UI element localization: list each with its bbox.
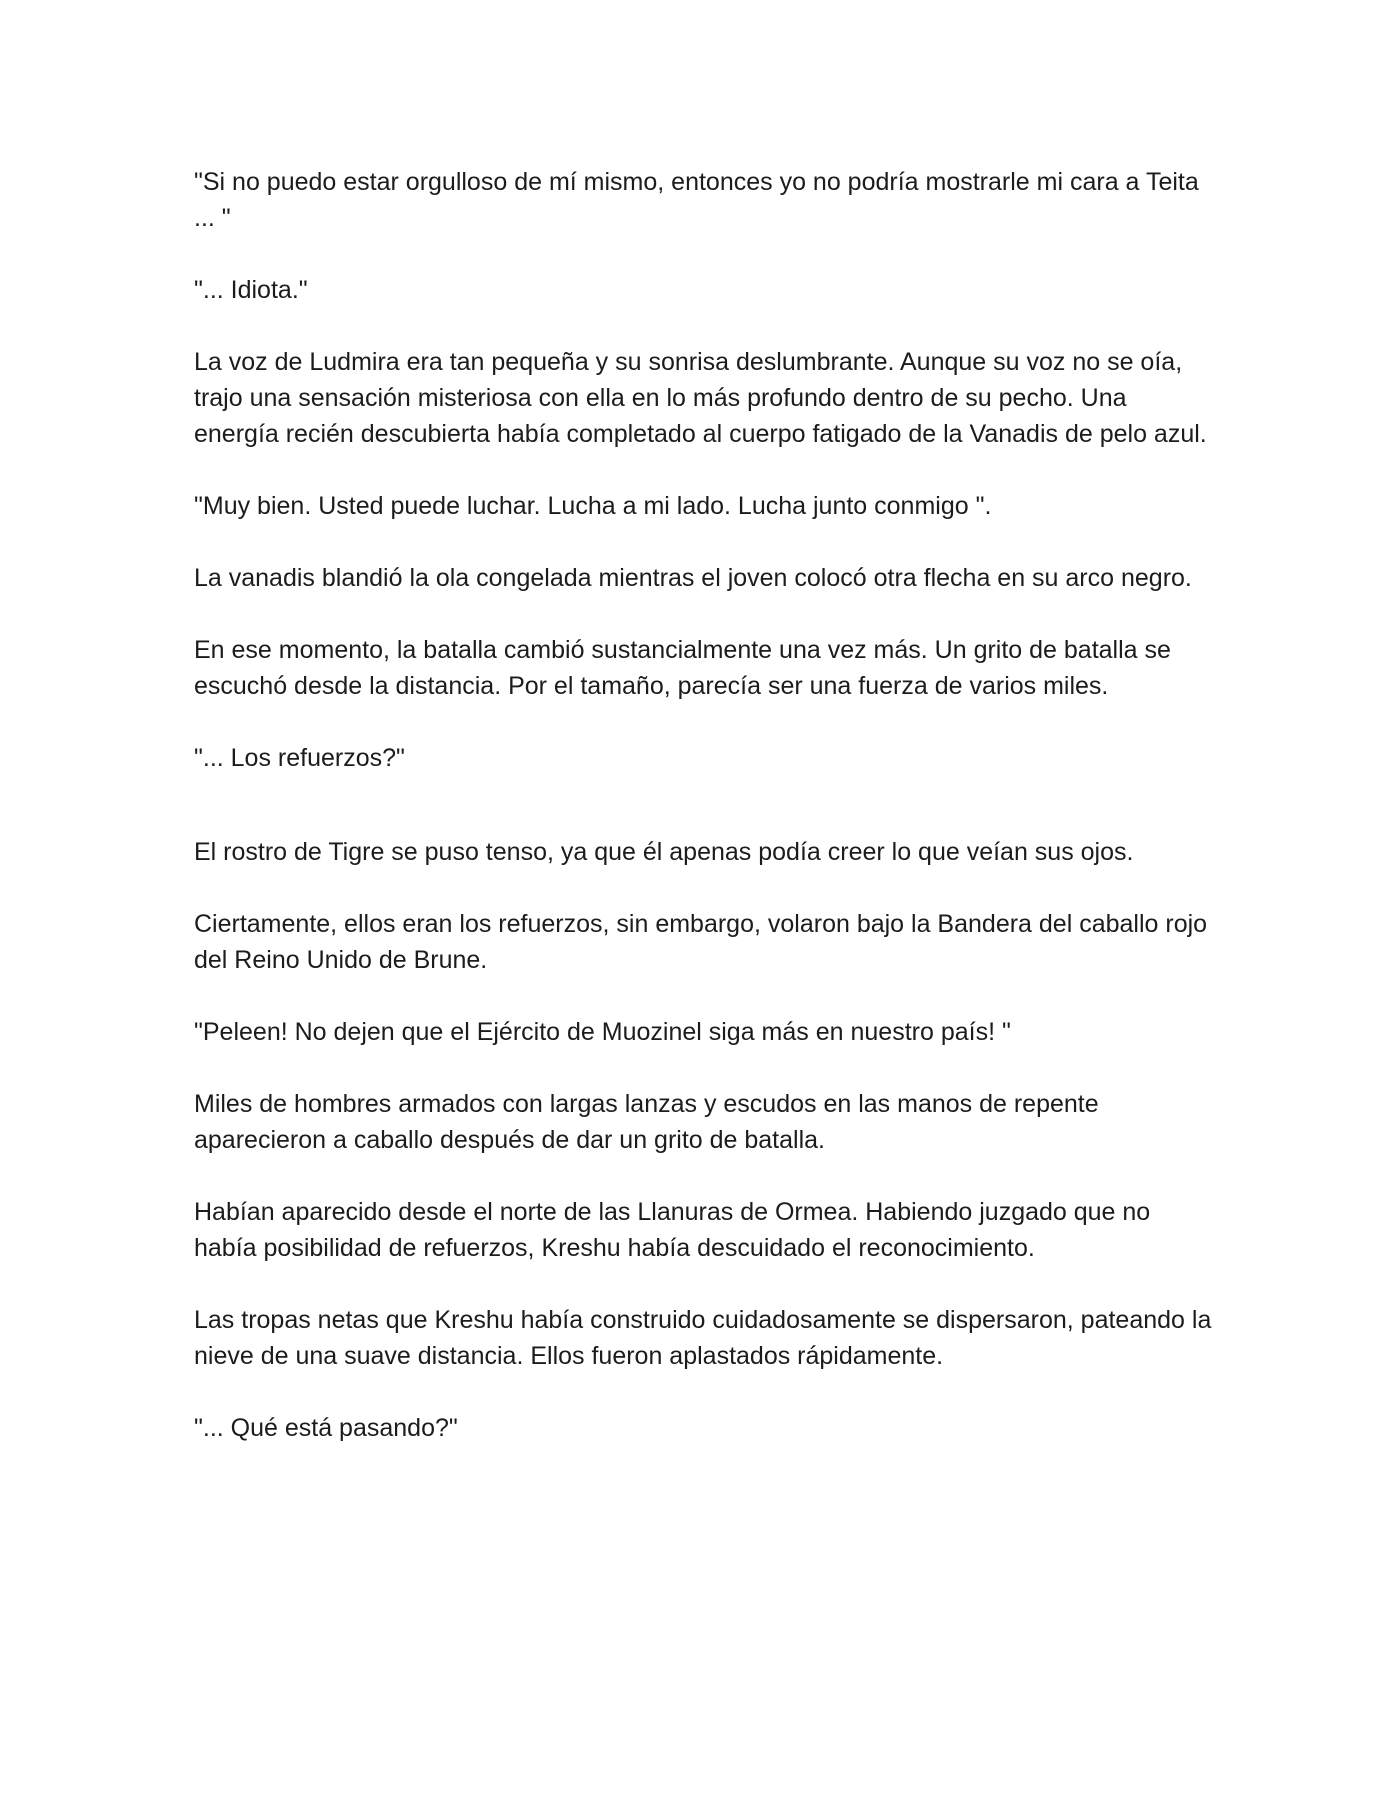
paragraph-7: "... Los refuerzos?": [194, 744, 405, 772]
paragraph-9: Ciertamente, ellos eran los refuerzos, sin embargo, volaron bajo la Bandera del caballo rojo del Reino Unido de Brune.: [194, 910, 1208, 974]
document-page: [194, 164, 1214, 1482]
paragraph-11: Miles de hombres armados con largas lanzas y escudos en las manos de repente aparecieron a caballo después de dar un grito de batalla.: [194, 1090, 1099, 1154]
paragraph-3: La voz de Ludmira era tan pequeña y su sonrisa deslumbrante. Aunque su voz no se oía, trajo una sensación misteriosa con ella en lo más profundo dentro de su pecho. Una energía recién descubierta había completado al cuerpo fatigado de la Vanadis de pelo azul.: [194, 348, 1207, 448]
paragraph-4: "Muy bien. Usted puede luchar. Lucha a mi lado. Lucha junto conmigo ".: [194, 492, 992, 520]
paragraph-14: "... Qué está pasando?": [194, 1414, 458, 1442]
paragraph-10: "Peleen! No dejen que el Ejército de Muozinel siga más en nuestro país! ": [194, 1018, 1011, 1046]
paragraph-8: El rostro de Tigre se puso tenso, ya que él apenas podía creer lo que veían sus ojos.: [194, 838, 1134, 866]
paragraph-2: "... Idiota.": [194, 276, 308, 304]
paragraph-6: En ese momento, la batalla cambió sustancialmente una vez más. Un grito de batalla se escuchó desde la distancia. Por el tamaño, parecía ser una fuerza de varios miles.: [194, 636, 1171, 700]
paragraph-5: La vanadis blandió la ola congelada mientras el joven colocó otra flecha en su arco negro.: [194, 564, 1192, 592]
paragraph-12: Habían aparecido desde el norte de las Llanuras de Ormea. Habiendo juzgado que no había posibilidad de refuerzos, Kreshu había descuidado el reconocimiento.: [194, 1198, 1151, 1262]
paragraph-13: Las tropas netas que Kreshu había construido cuidadosamente se dispersaron, pateando la nieve de una suave distancia. Ellos fueron aplastados rápidamente.: [194, 1306, 1212, 1370]
paragraph-1: "Si no puedo estar orgulloso de mí mismo, entonces yo no podría mostrarle mi cara a Teita ... ": [194, 168, 1199, 232]
